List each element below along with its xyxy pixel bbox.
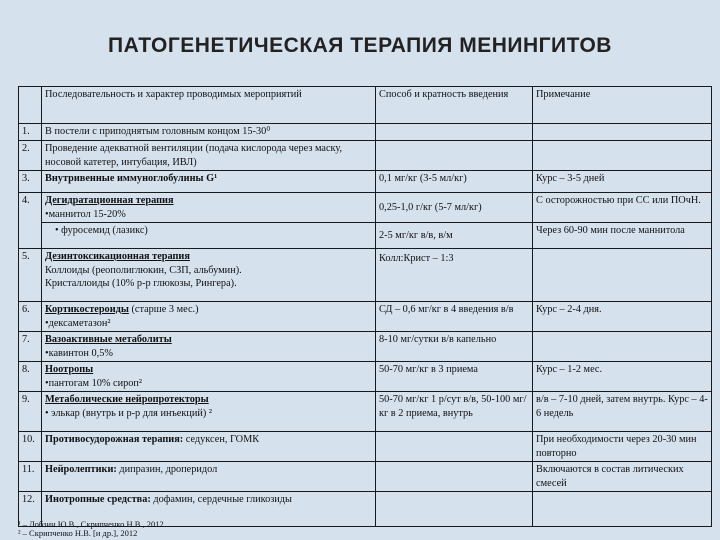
row-dose xyxy=(376,492,533,527)
table-row xyxy=(19,462,712,492)
table-row xyxy=(19,332,712,362)
row-heading: Противосудорожная терапия: xyxy=(45,434,184,445)
footnotes xyxy=(18,520,318,538)
row-line: Кристаллоиды (10% р-р глюкозы, Рингера). xyxy=(45,278,237,289)
row-note xyxy=(533,332,712,362)
row-rest: дофамин, сердечные гликозиды xyxy=(150,494,292,505)
row-number: 5. xyxy=(19,249,42,302)
row-dose: 2-5 мг/кг в/в, в/м xyxy=(376,223,533,249)
row-item: • фуросемид (лазикс) xyxy=(55,225,148,236)
row-heading: Кортикостероиды xyxy=(45,304,129,315)
header-num-cell xyxy=(19,87,42,124)
table-row xyxy=(19,249,712,302)
row-line: Коллоиды (реополиглюкин, СЗП, альбумин). xyxy=(45,264,242,276)
row-item: •пантогам 10% сироп² xyxy=(45,377,143,389)
row-measure xyxy=(42,462,376,492)
row-dose: 0,1 мг/кг (3-5 мл/кг) xyxy=(376,171,533,193)
row-number: 3. xyxy=(19,171,42,193)
row-dose xyxy=(376,462,533,492)
row-number: 8. xyxy=(19,362,42,392)
row-measure xyxy=(42,392,376,432)
row-note: С осторожностью при СС или ПОчН. xyxy=(533,193,712,223)
table-row xyxy=(19,141,712,171)
row-measure xyxy=(42,193,376,223)
row-heading: Нейролептики: xyxy=(45,464,117,475)
row-dose xyxy=(376,432,533,462)
row-number: 11. xyxy=(19,462,42,492)
row-heading: Дегидратационная терапия xyxy=(45,195,174,206)
row-dose: СД – 0,6 мг/кг в 4 введения в/в xyxy=(376,302,533,332)
row-note: Курс – 1-2 мес. xyxy=(533,362,712,392)
row-note xyxy=(533,124,712,141)
row-measure: В постели с приподнятым головным концом 15-30⁰ xyxy=(42,124,376,141)
table-header-row xyxy=(19,87,712,124)
therapy-table xyxy=(18,86,712,527)
table-row xyxy=(19,432,712,462)
row-measure: Внутривенные иммуноглобулины G¹ xyxy=(42,171,376,193)
row-heading: Ноотропы xyxy=(45,364,94,375)
row-note xyxy=(533,141,712,171)
row-heading: Метаболические нейропротекторы xyxy=(45,394,209,405)
row-number: 12. xyxy=(19,492,42,527)
row-dose: Колл:Крист – 1:3 xyxy=(376,249,533,302)
row-number: 9. xyxy=(19,392,42,432)
row-dose: 0,25-1,0 г/кг (5-7 мл/кг) xyxy=(376,193,533,223)
row-note: Через 60-90 мин после маннитола xyxy=(533,223,712,249)
row-measure xyxy=(42,362,376,392)
footnote: ¹ – Лобзин Ю.В., Скрипченко Н.В., 2012 xyxy=(18,519,164,529)
row-number: 4. xyxy=(19,193,42,249)
row-measure xyxy=(42,332,376,362)
table-row xyxy=(19,302,712,332)
row-heading-rest: (старше 3 мес.) xyxy=(128,304,199,315)
row-item: •дексаметазон² xyxy=(45,317,111,329)
row-dose: 8-10 мг/сутки в/в капельно xyxy=(376,332,533,362)
row-rest: седуксен, ГОМК xyxy=(183,434,260,445)
row-measure xyxy=(42,432,376,462)
row-measure xyxy=(42,249,376,302)
row-measure xyxy=(42,223,376,249)
row-dose xyxy=(376,141,533,171)
footnote: ² – Скрипченко Н.В. [и др.], 2012 xyxy=(18,528,138,538)
row-heading: Инотропные средства: xyxy=(45,494,151,505)
row-number: 2. xyxy=(19,141,42,171)
table-row xyxy=(19,171,712,193)
row-note xyxy=(533,492,712,527)
row-note: в/в – 7-10 дней, затем внутрь. Курс – 4-6 недель xyxy=(533,392,712,432)
row-dose xyxy=(376,124,533,141)
row-note: При необходимости через 20-30 мин повторно xyxy=(533,432,712,462)
row-dose: 50-70 мг/кг 1 р/сут в/в, 50-100 мг/кг в 2 приема, внутрь xyxy=(376,392,533,432)
table-row xyxy=(19,124,712,141)
header-measures: Последовательность и характер проводимых мероприятий xyxy=(42,87,376,124)
row-heading: Вазоактивные метаболиты xyxy=(45,334,172,345)
table-row xyxy=(19,362,712,392)
row-item: •кавинтон 0,5% xyxy=(45,347,113,359)
row-item: •маннитол 15-20% xyxy=(45,208,126,220)
table-row xyxy=(19,223,712,249)
header-notes: Примечание xyxy=(533,87,712,124)
table-row xyxy=(19,193,712,223)
row-item: • элькар (внутрь и р-р для инъекций) ² xyxy=(45,407,212,419)
header-method: Способ и кратность введения xyxy=(376,87,533,124)
row-note xyxy=(533,249,712,302)
row-note: Курс – 2-4 дня. xyxy=(533,302,712,332)
row-number: 10. xyxy=(19,432,42,462)
row-number: 7. xyxy=(19,332,42,362)
page-title: ПАТОГЕНЕТИЧЕСКАЯ ТЕРАПИЯ МЕНИНГИТОВ xyxy=(108,34,612,57)
row-number: 6. xyxy=(19,302,42,332)
row-measure xyxy=(42,302,376,332)
row-note: Включаются в состав литических смесей xyxy=(533,462,712,492)
row-heading-line xyxy=(45,303,372,317)
row-dose: 50-70 мг/кг в 3 приема xyxy=(376,362,533,392)
row-rest: дипразин, дроперидол xyxy=(116,464,218,475)
table-row xyxy=(19,392,712,432)
row-heading: Дезинтоксикационная терапия xyxy=(45,251,190,262)
row-number: 1. xyxy=(19,124,42,141)
row-measure: Проведение адекватной вентиляции (подача кислорода через маску, носовой катетер, интубация, ИВЛ) xyxy=(42,141,376,171)
row-note: Курс – 3-5 дней xyxy=(533,171,712,193)
